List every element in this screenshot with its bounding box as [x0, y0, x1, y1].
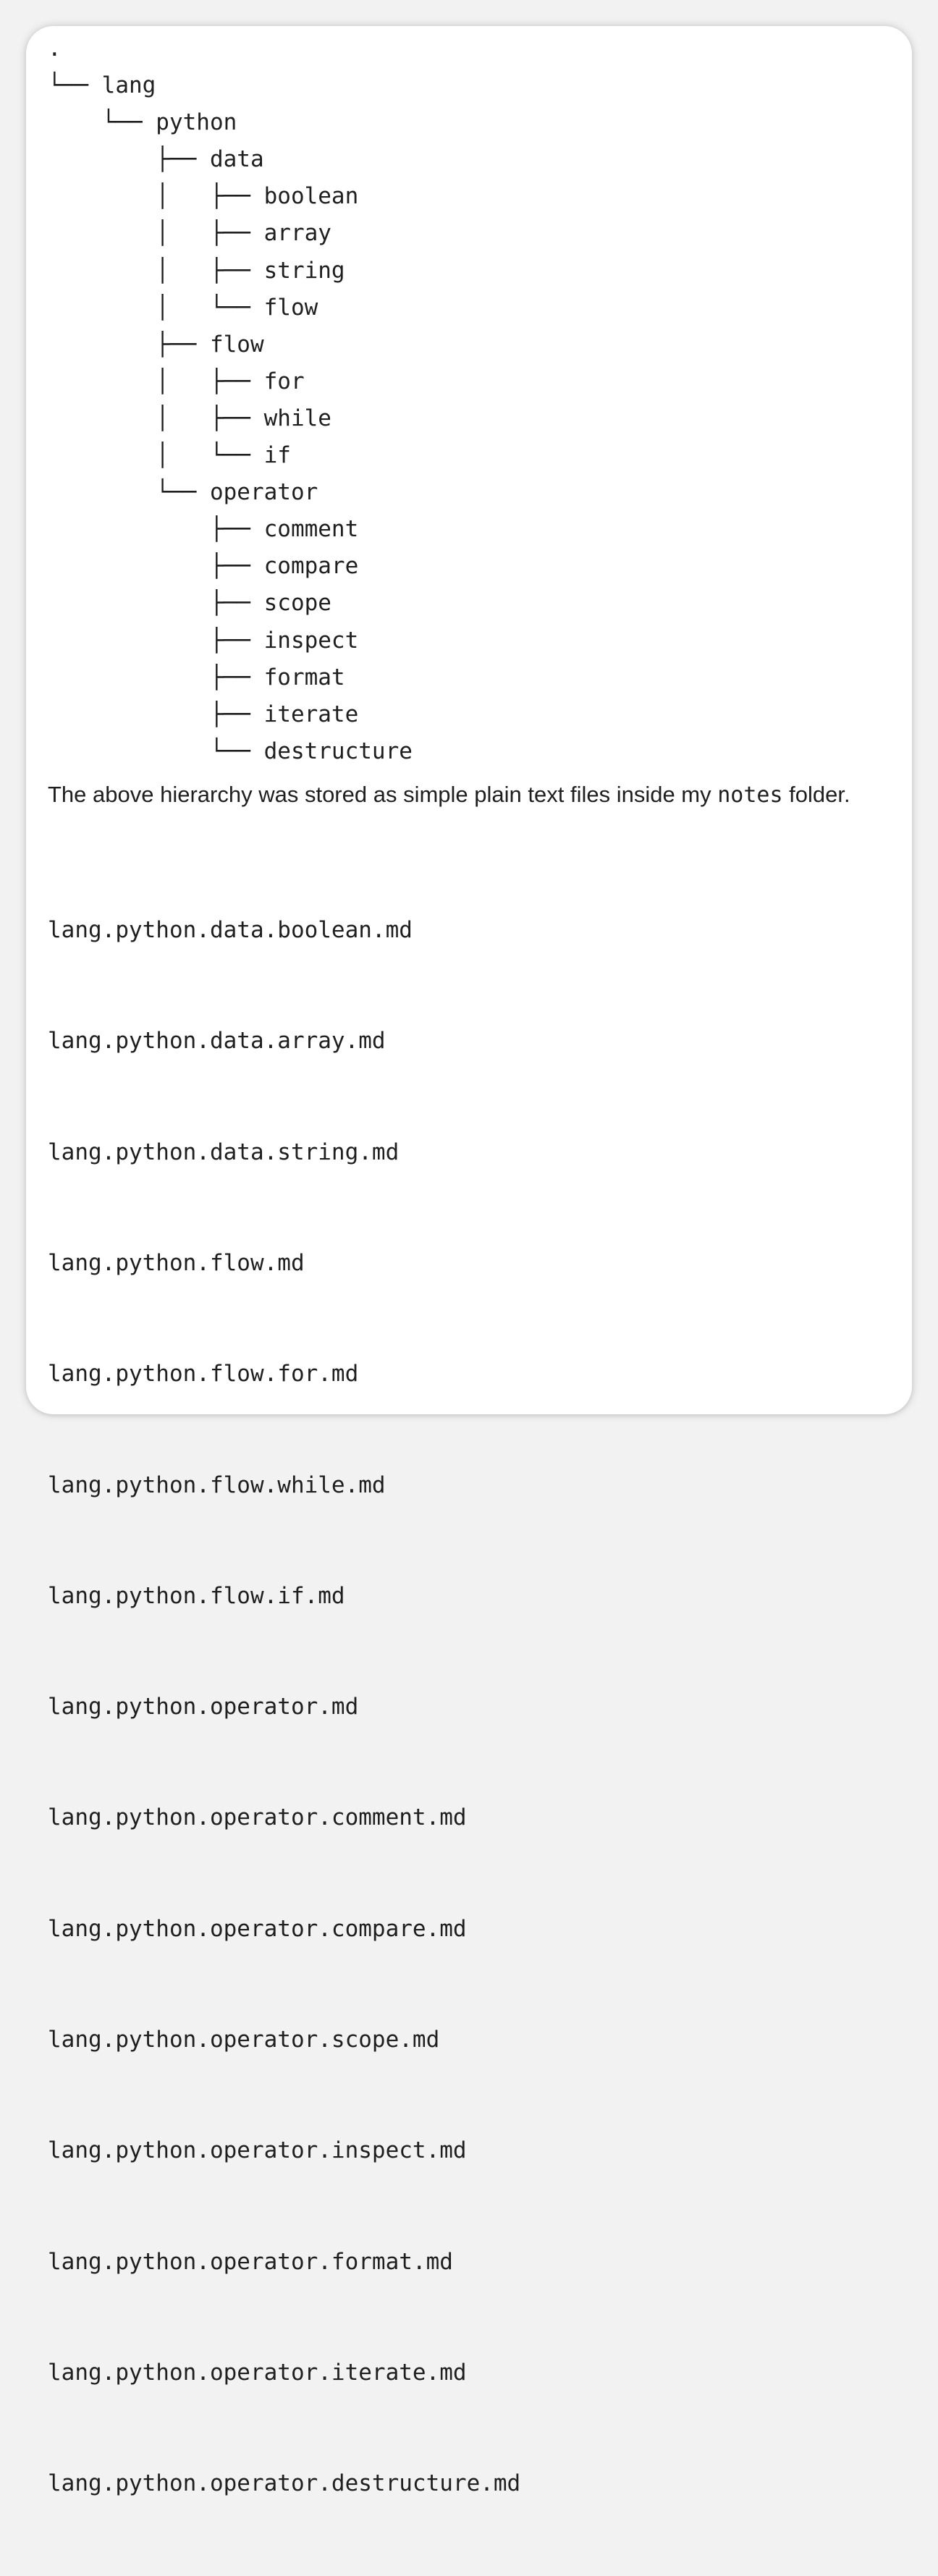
tree-line: ├── comment: [48, 516, 359, 543]
tree-line: │ ├── string: [48, 257, 345, 284]
file-list-item: lang.python.operator.inspect.md: [48, 2137, 467, 2164]
tree-line: ├── data: [48, 146, 264, 173]
tree-line: └── destructure: [48, 738, 413, 764]
tree-line: │ ├── for: [48, 368, 305, 394]
file-list-item: lang.python.operator.scope.md: [48, 2027, 440, 2053]
tree-line: ├── iterate: [48, 701, 359, 727]
tree-line: ├── compare: [48, 553, 359, 580]
file-list-item: lang.python.data.boolean.md: [48, 917, 413, 944]
tree-line: │ └── if: [48, 442, 291, 469]
file-list-item: lang.python.flow.while.md: [48, 1471, 386, 1498]
tree-line: └── python: [48, 109, 237, 136]
tree-line: │ └── flow: [48, 294, 318, 321]
file-list-item: lang.python.operator.destructure.md: [48, 2470, 521, 2497]
tree-line: │ ├── while: [48, 405, 331, 431]
file-list-item: lang.python.data.string.md: [48, 1139, 400, 1165]
file-list-item: lang.python.operator.compare.md: [48, 1915, 467, 1942]
tree-line: │ ├── boolean: [48, 183, 359, 210]
file-list-item: lang.python.flow.md: [48, 1250, 305, 1277]
file-list-item: lang.python.flow.if.md: [48, 1582, 345, 1609]
file-list-item: lang.python.flow.for.md: [48, 1361, 359, 1388]
tree-line: ├── scope: [48, 590, 331, 617]
inline-code-notes: notes: [717, 782, 783, 808]
file-list-item: lang.python.data.array.md: [48, 1028, 386, 1055]
directory-tree: [48, 30, 413, 770]
tree-line: │ ├── array: [48, 220, 331, 247]
file-list-item: lang.python.operator.format.md: [48, 2248, 453, 2275]
file-list-item: lang.python.operator.md: [48, 1694, 359, 1720]
tree-line: └── operator: [48, 479, 318, 506]
tree-line: └── lang: [48, 72, 156, 99]
file-list-item: lang.python.operator.iterate.md: [48, 2359, 467, 2386]
paragraph-text-before: The above hierarchy was stored as simple plain text files inside my: [48, 782, 718, 807]
file-list: [48, 838, 520, 2576]
file-list-item: lang.python.operator.comment.md: [48, 1804, 467, 1831]
description-paragraph: [48, 779, 850, 811]
paragraph-text-after: folder.: [782, 782, 850, 807]
tree-line: .: [48, 35, 62, 62]
tree-line: ├── inspect: [48, 627, 359, 654]
tree-line: ├── flow: [48, 331, 264, 358]
content-card: [26, 26, 912, 2497]
tree-line: ├── format: [48, 664, 345, 691]
